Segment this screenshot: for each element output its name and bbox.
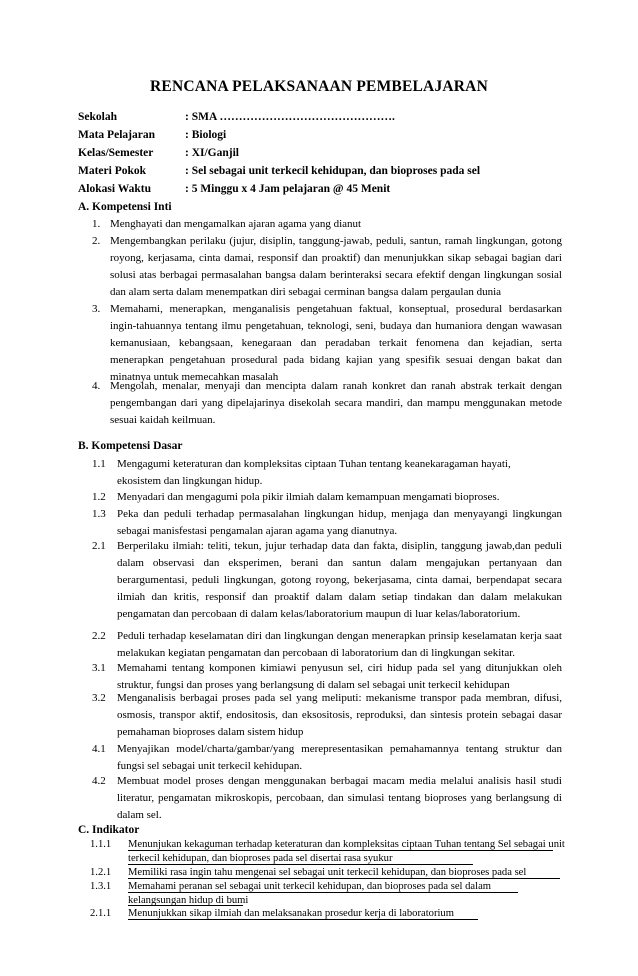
item-number: 4.1	[92, 743, 106, 755]
item-number: 2.1.1	[90, 908, 112, 919]
item-text: Menunjukan kekaguman terhadap keteraturan dan kompleksitas ciptaan Tuhan tentang Sel sebagai unit terkecil kehidupan, dan bioproses pada sel disertai rasa syukur	[128, 839, 565, 864]
underline-divider	[128, 905, 243, 906]
underline-divider	[128, 892, 518, 893]
item-text: Peka dan peduli terhadap permasalahan lingkungan hidup, menjaga dan menyayangi lingkungan sebagai manisfestasi pengamalan ajaran agama yang dianutnya.	[117, 508, 562, 537]
item-text: Memahami peranan sel sebagai unit terkecil kehidupan, dan bioproses pada sel dalam kelangsungan hidup di bumi	[128, 881, 492, 906]
item-number: 2.2	[92, 630, 106, 642]
underline-divider	[128, 850, 553, 851]
item-text: Memahami tentang komponen kimiawi penyusun sel, ciri hidup pada sel yang ditunjukkan oleh struktur, fungsi dan proses yang berlangsung di dalam sel sebagai unit terkecil kehidupan	[117, 662, 562, 691]
section-b-heading: B. Kompetensi Dasar	[78, 440, 183, 452]
item-number: 1.	[92, 218, 101, 230]
item-text: Menyajikan model/charta/gambar/yang merepresentasikan pemahamannya tentang struktur dan fungsi sel sebagai unit terkecil kehidupan.	[117, 743, 562, 772]
item-number: 3.1	[92, 662, 106, 674]
identity-label: Materi Pokok	[78, 165, 147, 177]
item-number: 1.1.1	[90, 839, 112, 850]
item-number: 1.3.1	[90, 881, 112, 892]
item-text: Mengagumi keteraturan dan kompleksitas ciptaan Tuhan tentang keanekaragaman hayati, ekosistem dan lingkungan hidup.	[117, 458, 511, 487]
item-text: Menganalisis berbagai proses pada sel yang meliputi: mekanisme transpor pada membran, difusi, osmosis, transpor aktif, endositosis, dan eksositosis, reproduksi, dan sintesis protein sebagai dasar pemahaman bioproses dalam sistem hidup	[117, 692, 562, 738]
section-a-heading: A. Kompetensi Inti	[78, 201, 172, 213]
item-number: 1.1	[92, 458, 106, 470]
identity-value: : Biologi	[185, 129, 227, 141]
identity-label: Alokasi Waktu	[78, 183, 151, 195]
document-title: RENCANA PELAKSANAAN PEMBELAJARAN	[150, 78, 488, 95]
item-text: Mengembangkan perilaku (jujur, disiplin, tanggung-jawab, peduli, santun, ramah lingkungan, gotong royong, kerjasama, cinta damai, responsif dan proaktif) dan menunjukkan sikap sebagai bagian dari solusi atas berbagai permasalahan bangsa dalam berinteraksi secara efektif dengan lingkungan sosial dan alam serta dalam menempatkan diri sebagai cerminan bangsa dalam pergaulan dunia	[110, 235, 562, 298]
identity-label: Sekolah	[78, 111, 117, 123]
item-number: 1.3	[92, 508, 106, 520]
item-text: Berperilaku ilmiah: teliti, tekun, jujur terhadap data dan fakta, disiplin, tanggung jawab,dan peduli dalam observasi dan eksperimen, berani dan santun dalam mengajukan pertanyaan dan berargumentasi, peduli lingkungan, gotong royong, bekerjasama, cinta damai, berpendapat secara ilmiah dan kritis, responsif dan proaktif dalam dalam setiap tindakan dan dalam melakukan pengamatan dan percobaan di dalam kelas/laboratorium maupun di luar kelas/laboratorium.	[117, 540, 562, 620]
identity-value: : XI/Ganjil	[185, 147, 239, 159]
item-number: 4.2	[92, 775, 106, 787]
identity-label: Mata Pelajaran	[78, 129, 155, 141]
item-text: Membuat model proses dengan menggunakan berbagai macam media melalui analisis hasil studi literatur, pengamatan mikroskopis, percobaan, dan simulasi tentang bioproses yang berlangsung di dalam sel.	[117, 775, 562, 821]
item-number: 2.	[92, 235, 101, 247]
item-text: Memiliki rasa ingin tahu mengenai sel sebagai unit terkecil kehidupan, dan bioproses pada sel	[128, 867, 527, 878]
identity-value: : SMA ……………………………………….	[185, 111, 395, 123]
item-number: 2.1	[92, 540, 106, 552]
section-c-heading: C. Indikator	[78, 824, 140, 836]
item-number: 4.	[92, 380, 101, 392]
item-number: 3.2	[92, 692, 106, 704]
item-text: Mengolah, menalar, menyaji dan mencipta dalam ranah konkret dan ranah abstrak terkait dengan pengembangan dari yang dipelajarinya disekolah secara mandiri, dan mampu menggunakan metode sesuai kaidah keilmuan.	[110, 380, 562, 426]
item-number: 3.	[92, 303, 101, 315]
item-number: 1.2.1	[90, 867, 112, 878]
identity-value: : Sel sebagai unit terkecil kehidupan, dan bioproses pada sel	[185, 165, 481, 177]
underline-divider	[128, 919, 478, 920]
item-number: 1.2	[92, 491, 106, 503]
identity-value: : 5 Minggu x 4 Jam pelajaran @ 45 Menit	[185, 183, 391, 195]
item-text: Menyadari dan mengagumi pola pikir ilmiah dalam kemampuan mengamati bioproses.	[117, 491, 500, 503]
identity-label: Kelas/Semester	[78, 147, 154, 159]
item-text: Memahami, menerapkan, menganalisis pengetahuan faktual, konseptual, prosedural berdasarkan ingin-tahuannya tentang ilmu pengetahuan, teknologi, seni, budaya dan humaniora dengan wawasan kemanusiaan, kebangsaan, kenegaraan dan peradaban terkait fenomena dan kejadian, serta menerapkan pengetahuan prosedural pada bidang kajian yang spesifik sesuai dengan bakat dan minatnya untuk memecahkan masalah	[110, 303, 562, 383]
underline-divider	[128, 878, 560, 879]
item-text: Menunjukkan sikap ilmiah dan melaksanakan prosedur kerja di laboratorium	[128, 908, 454, 919]
underline-divider	[128, 864, 473, 865]
item-text: Menghayati dan mengamalkan ajaran agama yang dianut	[110, 218, 362, 230]
item-text: Peduli terhadap keselamatan diri dan lingkungan dengan menerapkan prinsip keselamatan kerja saat melakukan kegiatan pengamatan dan percobaan di laboratorium dan di lingkungan sekitar.	[117, 630, 562, 659]
